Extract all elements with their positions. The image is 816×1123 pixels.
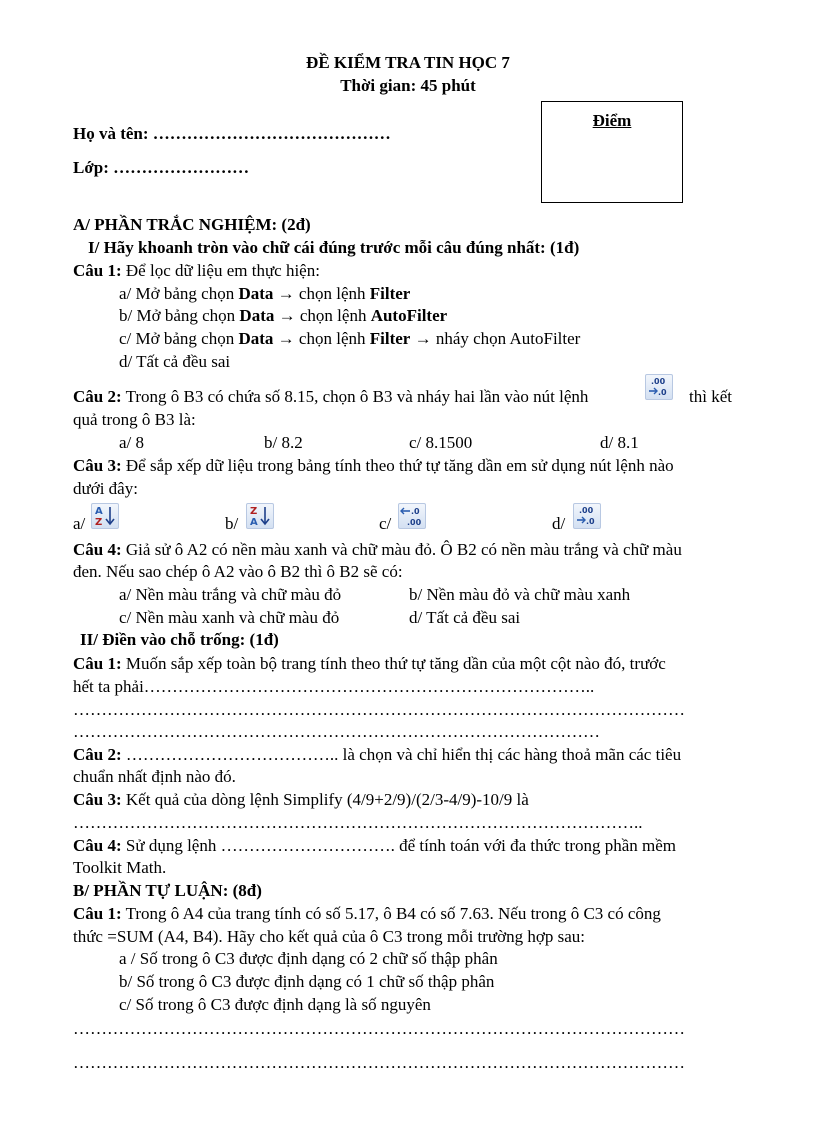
q4-stem bbox=[73, 540, 682, 560]
q1-option-a bbox=[119, 284, 410, 304]
essay-q1-text-cont: thức =SUM (A4, B4). Hãy cho kết quả của ô C3 trong mỗi trường hợp sau: bbox=[73, 927, 586, 946]
q2-text: Trong ô B3 có chứa số 8.15, chọn ô B3 và nháy hai lần vào nút lệnh bbox=[121, 387, 589, 406]
fill-q3-text: Kết quả của dòng lệnh Simplify (4/9+2/9)/(2/3-4/9)-10/9 là bbox=[121, 790, 529, 809]
svg-text:A: A bbox=[95, 506, 103, 517]
sort-ascending-icon bbox=[91, 503, 119, 529]
fill-q3-label: Câu 3: bbox=[73, 790, 122, 809]
student-name-line bbox=[73, 124, 391, 144]
fill-q2-label: Câu 2: bbox=[73, 745, 122, 764]
q1-option-c bbox=[119, 329, 580, 349]
fill-q3-stem bbox=[73, 790, 529, 810]
q2-text-cont: quả trong ô B3 là: bbox=[73, 410, 196, 429]
q1-b-menu: Data bbox=[239, 306, 275, 325]
q2-option-d: d/ 8.1 bbox=[600, 433, 639, 452]
increase-decimal-icon bbox=[398, 503, 426, 529]
fill-q2-text: ……………………………….. là chọn và chỉ hiển thị các hàng thoả mãn các tiêu bbox=[121, 745, 682, 764]
q2-label: Câu 2: bbox=[73, 387, 122, 406]
q1-b-pre: b/ Mở bảng chọn bbox=[119, 306, 240, 325]
q3-label: Câu 3: bbox=[73, 456, 122, 475]
essay-q1-case-a: a / Số trong ô C3 được định dạng có 2 chữ số thập phân bbox=[119, 949, 498, 968]
svg-text:.0: .0 bbox=[411, 507, 420, 516]
svg-text:.0: .0 bbox=[658, 388, 667, 397]
q1-a-mid: → chọn lệnh bbox=[273, 284, 370, 303]
fill-q1-label: Câu 1: bbox=[73, 654, 122, 673]
essay-q1-label: Câu 1: bbox=[73, 904, 122, 923]
exam-title: ĐỀ KIỂM TRA TIN HỌC 7 bbox=[306, 53, 510, 72]
q3-option-a: a/ bbox=[73, 514, 86, 533]
q3-stem bbox=[73, 456, 674, 476]
essay-q1-text: Trong ô A4 của trang tính có số 5.17, ô B4 có số 7.63. Nếu trong ô C3 có công bbox=[121, 904, 661, 923]
q2-text-end: thì kết bbox=[689, 387, 732, 406]
q2-stem bbox=[73, 387, 588, 407]
fill-q1-answer-line-1: ……………………………………………………………………………………………… bbox=[73, 700, 685, 719]
section-2-title: II/ Điền vào chỗ trống: (1đ) bbox=[80, 630, 279, 649]
fill-q2-stem bbox=[73, 745, 681, 765]
svg-text:Z: Z bbox=[95, 517, 103, 528]
q1-c-mid: → chọn lệnh bbox=[273, 329, 370, 348]
fill-q1-text-cont: hết ta phải…………………………………………………………………….. bbox=[73, 677, 595, 696]
student-class-dots: …………………… bbox=[113, 158, 250, 177]
svg-text:.00: .00 bbox=[407, 518, 422, 527]
svg-text:.0: .0 bbox=[586, 517, 595, 526]
fill-q1-text: Muốn sắp xếp toàn bộ trang tính theo thứ tự tăng dần của một cột nào đó, trước bbox=[121, 654, 666, 673]
q1-a-menu: Data bbox=[238, 284, 274, 303]
svg-text:.00: .00 bbox=[579, 506, 594, 515]
svg-text:.00: .00 bbox=[651, 377, 666, 386]
essay-q1-case-c: c/ Số trong ô C3 được định dạng là số nguyên bbox=[119, 995, 431, 1014]
svg-text:Z: Z bbox=[250, 506, 258, 517]
student-class-line bbox=[73, 158, 249, 178]
q1-stem bbox=[73, 261, 320, 281]
decrease-decimal-icon bbox=[645, 374, 673, 400]
fill-q4-label: Câu 4: bbox=[73, 836, 122, 855]
q1-b-command: AutoFilter bbox=[370, 306, 448, 325]
essay-answer-line-1: ……………………………………………………………………………………………… bbox=[73, 1019, 685, 1038]
q1-label: Câu 1: bbox=[73, 261, 122, 280]
q1-option-b bbox=[119, 306, 447, 326]
q4-option-a: a/ Nền màu trắng và chữ màu đỏ bbox=[119, 585, 342, 604]
q2-option-c: c/ 8.1500 bbox=[409, 433, 473, 452]
q1-a-pre: a/ Mở bảng chọn bbox=[119, 284, 239, 303]
q1-c-menu: Data bbox=[238, 329, 274, 348]
q1-c-pre: c/ Mở bảng chọn bbox=[119, 329, 239, 348]
q3-option-d: d/ bbox=[552, 514, 566, 533]
sort-descending-icon bbox=[246, 503, 274, 529]
q3-text: Để sắp xếp dữ liệu trong bảng tính theo thứ tự tăng dần em sử dụng nút lệnh nào bbox=[121, 456, 674, 475]
q1-text: Để lọc dữ liệu em thực hiện: bbox=[121, 261, 320, 280]
part-a-title: A/ PHẦN TRẮC NGHIỆM: (2đ) bbox=[73, 215, 311, 234]
q4-option-b: b/ Nền màu đỏ và chữ màu xanh bbox=[409, 585, 631, 604]
fill-q3-answer-line: ……………………………………………………………………………………….. bbox=[73, 813, 643, 832]
q1-c-post: → nháy chọn AutoFilter bbox=[410, 329, 581, 348]
decrease-decimal-icon bbox=[573, 503, 601, 529]
q4-option-c: c/ Nền màu xanh và chữ màu đỏ bbox=[119, 608, 340, 627]
part-b-title: B/ PHẦN TỰ LUẬN: (8đ) bbox=[73, 881, 262, 900]
q3-option-c: c/ bbox=[379, 514, 392, 533]
fill-q1-answer-line-2: ………………………………………………………………………………… bbox=[73, 722, 600, 741]
student-name-dots: …………………………………… bbox=[152, 124, 391, 143]
fill-q1-stem bbox=[73, 654, 666, 674]
section-1-title: I/ Hãy khoanh tròn vào chữ cái đúng trước mỗi câu đúng nhất: (1đ) bbox=[88, 238, 580, 257]
q4-text-cont: đen. Nếu sao chép ô A2 vào ô B2 thì ô B2 sẽ có: bbox=[73, 562, 403, 581]
q1-b-mid: → chọn lệnh bbox=[274, 306, 371, 325]
student-name-label: Họ và tên: bbox=[73, 124, 149, 143]
q2-option-a: a/ 8 bbox=[119, 433, 145, 452]
q1-a-command: Filter bbox=[369, 284, 411, 303]
student-class-label: Lớp: bbox=[73, 158, 109, 177]
svg-text:A: A bbox=[250, 517, 258, 528]
score-label: Điểm bbox=[592, 111, 632, 130]
exam-duration: Thời gian: 45 phút bbox=[340, 76, 476, 95]
fill-q2-text-cont: chuẩn nhất định nào đó. bbox=[73, 767, 236, 786]
q4-label: Câu 4: bbox=[73, 540, 122, 559]
q4-text: Giả sử ô A2 có nền màu xanh và chữ màu đỏ. Ô B2 có nền màu trắng và chữ màu bbox=[121, 540, 682, 559]
q2-option-b: b/ 8.2 bbox=[264, 433, 303, 452]
q1-option-d: d/ Tất cả đều sai bbox=[119, 352, 231, 371]
score-box bbox=[541, 101, 683, 203]
essay-answer-line-2: ……………………………………………………………………………………………… bbox=[73, 1053, 685, 1072]
q3-text-cont: dưới đây: bbox=[73, 479, 138, 498]
q3-option-b: b/ bbox=[225, 514, 239, 533]
essay-q1-case-b: b/ Số trong ô C3 được định dạng có 1 chữ số thập phân bbox=[119, 972, 495, 991]
fill-q4-text: Sử dụng lệnh …………………………. để tính toán với đa thức trong phần mềm bbox=[121, 836, 677, 855]
fill-q4-text-cont: Toolkit Math. bbox=[73, 858, 167, 877]
essay-q1-stem bbox=[73, 904, 661, 924]
fill-q4-stem bbox=[73, 836, 676, 856]
q1-c-command: Filter bbox=[369, 329, 411, 348]
q4-option-d: d/ Tất cả đều sai bbox=[409, 608, 521, 627]
